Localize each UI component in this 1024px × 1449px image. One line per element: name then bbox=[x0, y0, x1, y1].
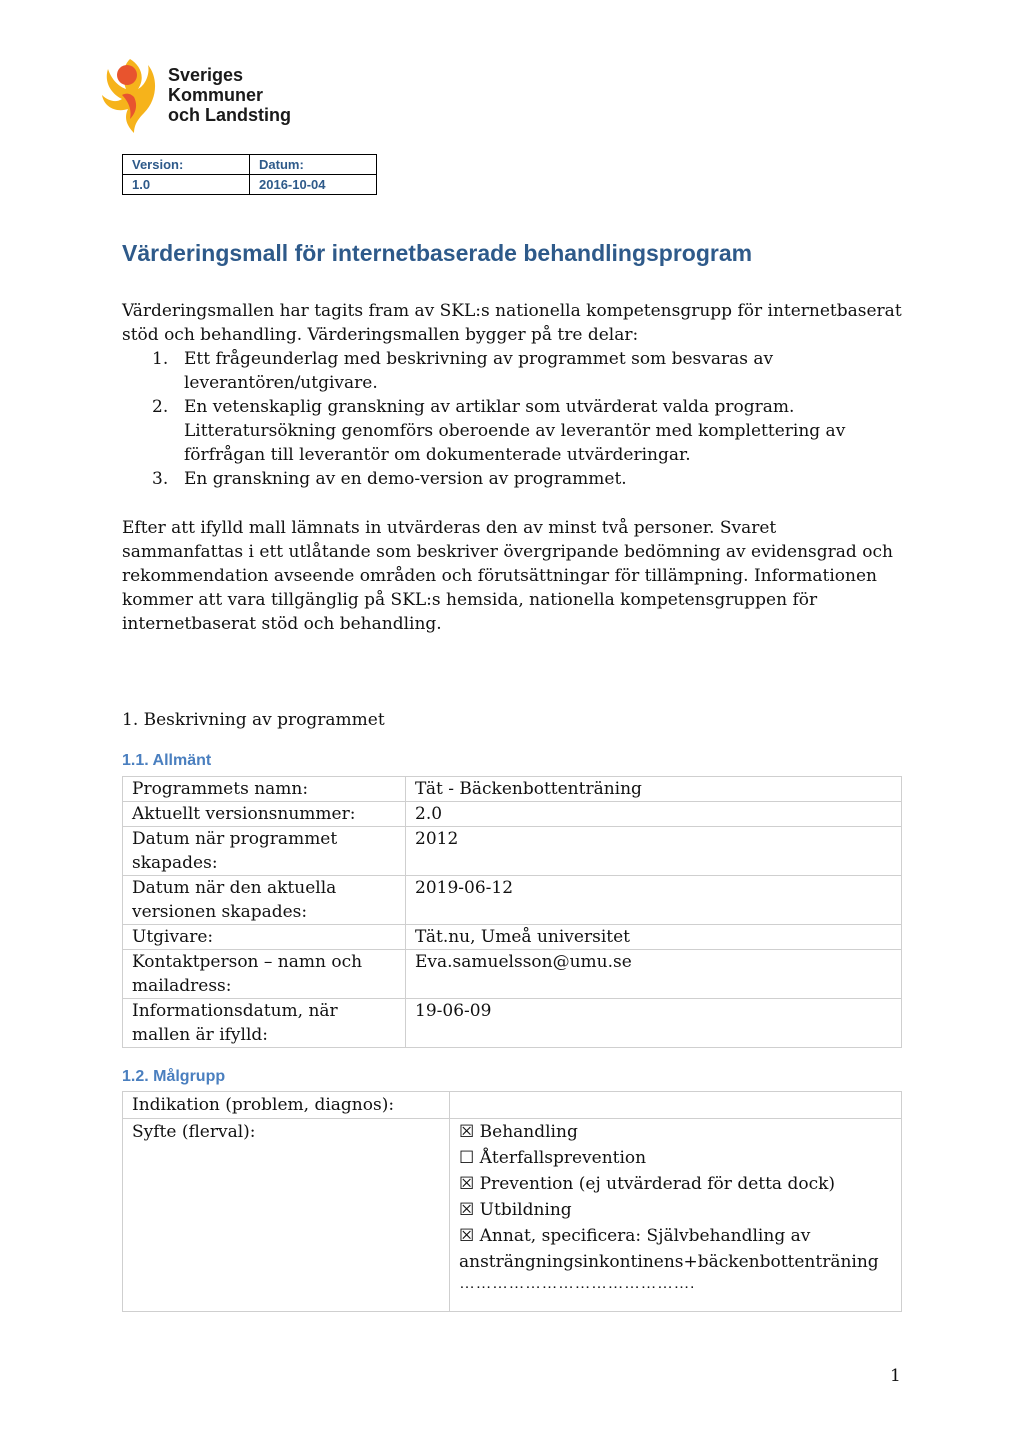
version-header: Version: bbox=[123, 155, 250, 175]
indication-label: Indikation (problem, diagnos): bbox=[123, 1092, 450, 1119]
steps-list bbox=[152, 347, 892, 491]
table-cell-value: Tät - Bäckenbottenträning bbox=[406, 777, 902, 802]
option-label: Utbildning bbox=[479, 1200, 572, 1220]
option-education bbox=[459, 1197, 892, 1223]
table-cell-value: 2019-06-12 bbox=[406, 876, 902, 925]
table-row bbox=[123, 925, 902, 950]
table-cell-value: 2012 bbox=[406, 827, 902, 876]
date-value: 2016-10-04 bbox=[250, 175, 377, 195]
table-row bbox=[123, 876, 902, 925]
table-cell-key: Aktuellt versionsnummer: bbox=[123, 802, 406, 827]
table-cell-value: Eva.samuelsson@umu.se bbox=[406, 950, 902, 999]
option-label: Prevention (ej utvärderad för detta dock) bbox=[479, 1174, 836, 1194]
option-other-continuation: ansträngningsinkontinens+bäckenbottenträning bbox=[459, 1252, 879, 1272]
table-cell-key: Informationsdatum, när mallen är ifylld: bbox=[123, 999, 406, 1048]
subsection-heading-target-group: 1.2. Målgrupp bbox=[122, 1068, 226, 1085]
evaluation-paragraph: Efter att ifylld mall lämnats in utvärderas den av minst två personer. Svaret sammanfattas i ett utlåtande som beskriver övergripande bedömning av evidensgrad och rekommendation avseende områden och förutsättningar för tillämpning. Informationen kommer att vara tillgänglig på SKL:s hemsida, nationella kompetensgruppen för internetbaserat stöd och behandling. bbox=[122, 518, 893, 634]
table-row bbox=[123, 999, 902, 1048]
unchecked-checkbox-icon[interactable]: ☐ bbox=[459, 1148, 475, 1168]
list-item-number: 3. bbox=[152, 469, 169, 489]
table-cell-value: Tät.nu, Umeå universitet bbox=[406, 925, 902, 950]
logo-line-1: Sveriges bbox=[168, 65, 244, 85]
list-item-number: 2. bbox=[152, 397, 169, 417]
table-cell-value: 19-06-09 bbox=[406, 999, 902, 1048]
option-other bbox=[459, 1223, 892, 1249]
indication-field[interactable] bbox=[450, 1092, 902, 1119]
table-cell-key: Datum när den aktuella versionen skapades: bbox=[123, 876, 406, 925]
option-label: Återfallsprevention bbox=[479, 1148, 647, 1168]
option-label: Annat, specificera: Självbehandling av bbox=[479, 1226, 811, 1246]
checked-checkbox-icon[interactable]: ☒ bbox=[459, 1200, 475, 1220]
date-header: Datum: bbox=[250, 155, 377, 175]
target-group-table bbox=[122, 1091, 902, 1312]
purpose-options bbox=[450, 1119, 902, 1312]
subsection-heading-general: 1.1. Allmänt bbox=[122, 752, 212, 769]
version-table bbox=[122, 154, 377, 195]
document-title: Värderingsmall för internetbaserade behandlingsprogram bbox=[122, 240, 753, 266]
intro-text: Värderingsmallen har tagits fram av SKL:s nationella kompetensgrupp för internetbaserat stöd och behandling. Värderingsmallen bygger på tre delar: bbox=[122, 301, 902, 345]
table-row bbox=[123, 950, 902, 999]
list-item-text: En granskning av en demo-version av programmet. bbox=[184, 469, 627, 489]
logo-line-3: och Landsting bbox=[168, 105, 291, 125]
logo-line-2: Kommuner bbox=[168, 85, 264, 105]
option-label: Behandling bbox=[479, 1122, 578, 1142]
skl-wordmark bbox=[168, 65, 291, 125]
table-cell-key: Programmets namn: bbox=[123, 777, 406, 802]
skl-flame-icon bbox=[100, 55, 160, 135]
fill-in-dots: ……………………………………. bbox=[459, 1275, 695, 1292]
checked-checkbox-icon[interactable]: ☒ bbox=[459, 1226, 475, 1246]
general-info-table bbox=[122, 776, 902, 1048]
purpose-label: Syfte (flerval): bbox=[123, 1119, 450, 1312]
list-item bbox=[152, 395, 892, 467]
option-relapse-prevention bbox=[459, 1145, 892, 1171]
checked-checkbox-icon[interactable]: ☒ bbox=[459, 1122, 475, 1142]
table-cell-key: Datum när programmet skapades: bbox=[123, 827, 406, 876]
section-heading: 1. Beskrivning av programmet bbox=[122, 710, 385, 730]
skl-logo bbox=[100, 55, 300, 135]
table-row bbox=[123, 1119, 902, 1312]
intro-paragraph bbox=[122, 299, 902, 347]
table-row bbox=[123, 1092, 902, 1119]
table-row bbox=[123, 827, 902, 876]
page-number: 1 bbox=[890, 1366, 901, 1386]
list-item-text: Ett frågeunderlag med beskrivning av programmet som besvaras av leverantören/utgivare. bbox=[184, 349, 774, 393]
list-item-number: 1. bbox=[152, 349, 169, 369]
list-item bbox=[152, 347, 892, 395]
table-cell-key: Kontaktperson – namn och mailadress: bbox=[123, 950, 406, 999]
checked-checkbox-icon[interactable]: ☒ bbox=[459, 1174, 475, 1194]
table-cell-key: Utgivare: bbox=[123, 925, 406, 950]
table-row bbox=[123, 777, 902, 802]
option-prevention bbox=[459, 1171, 892, 1197]
table-cell-value: 2.0 bbox=[406, 802, 902, 827]
list-item-text: En vetenskaplig granskning av artiklar som utvärderat valda program. Litteratursökning genomförs oberoende av leverantör med komplettering av förfrågan till leverantör om dokumenterade utvärderingar. bbox=[184, 397, 846, 465]
version-value: 1.0 bbox=[123, 175, 250, 195]
list-item bbox=[152, 467, 892, 491]
option-treatment bbox=[459, 1119, 892, 1145]
table-row bbox=[123, 802, 902, 827]
